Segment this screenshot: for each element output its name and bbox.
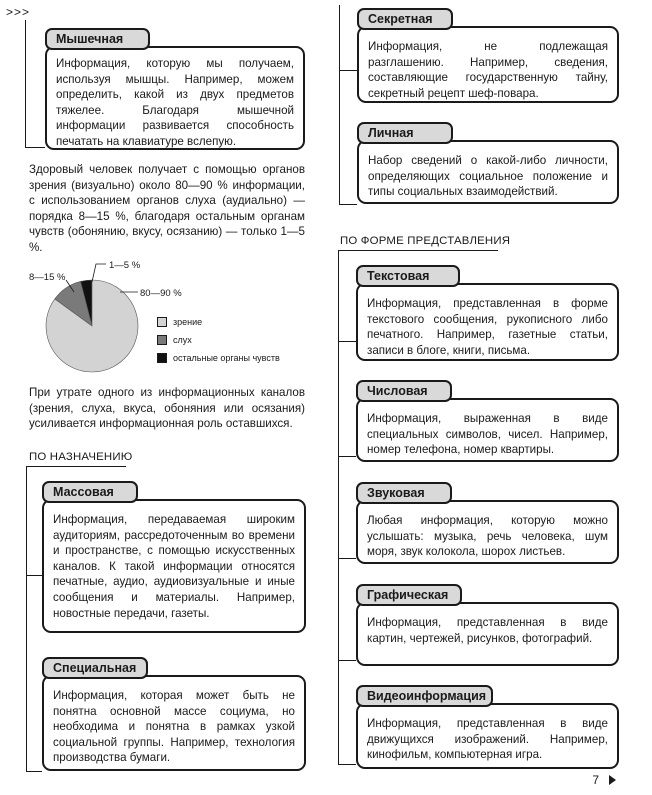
legend-other xyxy=(157,353,280,363)
card-title-text: Числовая xyxy=(367,384,428,398)
paragraph-perception: Здоровый человек получает с помощью органов зрения (визуально) около 80—90 % информации, с использованием органов слуха (аудиально) — порядка 8—15 %, благодаря остальным органам чувств (обонянию, вкусу, осязанию) — только 1—5 %. xyxy=(29,163,305,254)
card-graphic xyxy=(356,602,619,666)
section-heading-form: ПО ФОРМЕ ПРЕДСТАВЛЕНИЯ xyxy=(340,235,511,247)
header-chevrons: >>> xyxy=(6,5,31,19)
legend-swatch xyxy=(157,317,167,327)
card-graphic-title xyxy=(356,584,462,606)
legend-swatch xyxy=(157,353,167,363)
card-title-text: Звуковая xyxy=(367,486,425,500)
section-heading-purpose: ПО НАЗНАЧЕНИЮ xyxy=(29,451,133,463)
card-secret-text: Информация, не подлежащая разглашению. Например, сведения, составляющие государственную тайну, секретный рецепт шеф-повара. xyxy=(368,40,608,100)
connector-line xyxy=(338,558,356,559)
card-special-text: Информация, которая может быть не понятна основной массе социума, но необходима и понятна в рамках узкой социальной группы. Например, технология производства бумаги. xyxy=(53,689,295,765)
connector-line xyxy=(338,456,356,457)
card-special-title xyxy=(42,657,148,679)
legend-vision xyxy=(157,317,202,327)
page-number-text: 7 xyxy=(592,773,599,787)
legend-label: зрение xyxy=(173,317,203,327)
card-title-text: Массовая xyxy=(53,485,114,499)
card-graphic-text: Информация, представленная в виде картин, чертежей, рисунков, фотографий. xyxy=(367,616,608,645)
card-video xyxy=(356,703,619,769)
legend-hearing xyxy=(157,335,192,345)
card-secret xyxy=(357,26,619,103)
card-mass-title xyxy=(42,481,138,503)
card-title-text: Видеоинформация xyxy=(367,689,487,703)
connector-line xyxy=(26,466,27,771)
connector-line xyxy=(339,204,357,205)
slice-label-other: 1—5 % xyxy=(109,260,141,271)
card-numeric-text: Информация, выраженная в виде специальных символов, чисел. Например, номер телефона, номер квартиры. xyxy=(367,412,608,457)
slice-label-hearing: 8—15 % xyxy=(29,272,66,283)
paragraph-channels: При утрате одного из информационных каналов (зрения, слуха, вкуса, обоняния или осязания) усиливается информационная роль оставшихся. xyxy=(29,386,305,431)
card-mass xyxy=(42,499,306,633)
card-numeric-title xyxy=(356,380,452,402)
page-number xyxy=(592,773,616,787)
leader-line-other xyxy=(92,264,106,282)
connector-line xyxy=(338,250,339,764)
connector-line xyxy=(339,70,357,71)
card-special xyxy=(42,675,306,771)
card-video-text: Информация, представленная в виде движущихся изображений. Например, кинофильм, компьютерная игра. xyxy=(367,717,608,762)
card-title-text: Мышечная xyxy=(56,32,124,46)
connector-line xyxy=(339,5,340,205)
section-underline xyxy=(338,250,498,251)
card-sound xyxy=(356,500,619,564)
next-arrow-icon xyxy=(609,775,616,785)
legend-swatch xyxy=(157,335,167,345)
card-sound-title xyxy=(356,482,452,504)
connector-line xyxy=(338,660,356,661)
card-title-text: Секретная xyxy=(368,12,433,26)
connector-line xyxy=(26,771,42,772)
card-title-text: Специальная xyxy=(53,661,137,675)
section-underline xyxy=(26,466,126,467)
card-secret-title xyxy=(357,8,453,30)
card-personal-title xyxy=(357,122,453,144)
card-text-title xyxy=(356,265,460,287)
card-mass-text: Информация, передаваемая широким аудиториям, рассредоточенным во времени и пространстве, с помощью искусственных каналов. К такой информации относятся печатные, аудио, аудиовизуальные и иные сообщения и материалы. Например, новостные передачи, газеты. xyxy=(53,513,295,620)
slice-label-vision: 80—90 % xyxy=(140,288,182,299)
card-video-title xyxy=(356,685,493,707)
legend-label: остальные органы чувств xyxy=(173,353,280,363)
connector-line xyxy=(25,147,45,148)
card-sound-text: Любая информация, которую можно услышать: музыка, речь человека, шум моря, звук колокола, шорох листьев. xyxy=(367,514,608,559)
card-title-text: Графическая xyxy=(367,588,449,602)
legend-label: слух xyxy=(173,335,192,345)
card-text-text: Информация, представленная в форме текстового сообщения, рукописного либо печатного. Например, газетные статьи, записи в блоге, книги, письма. xyxy=(367,297,608,357)
connector-line xyxy=(26,575,42,576)
card-muscular-title xyxy=(45,28,150,50)
card-numeric xyxy=(356,398,619,462)
card-title-text: Текстовая xyxy=(367,269,430,283)
connector-line xyxy=(25,20,26,147)
card-personal-text: Набор сведений о какой-либо личности, определяющих социальное положение и типы социальных взаимодействий. xyxy=(368,154,608,199)
connector-line xyxy=(338,341,356,342)
card-muscular-text: Информация, которую мы получаем, используя мышцы. Например, можем определить, какой из двух предметов тяжелее. Благодаря мышечной информации развивается способность печатать на клавиатуре вслепую. xyxy=(56,57,294,148)
card-muscular xyxy=(45,46,305,150)
card-personal xyxy=(357,140,619,204)
connector-line xyxy=(338,764,356,765)
card-text xyxy=(356,283,619,361)
card-title-text: Личная xyxy=(368,126,414,140)
